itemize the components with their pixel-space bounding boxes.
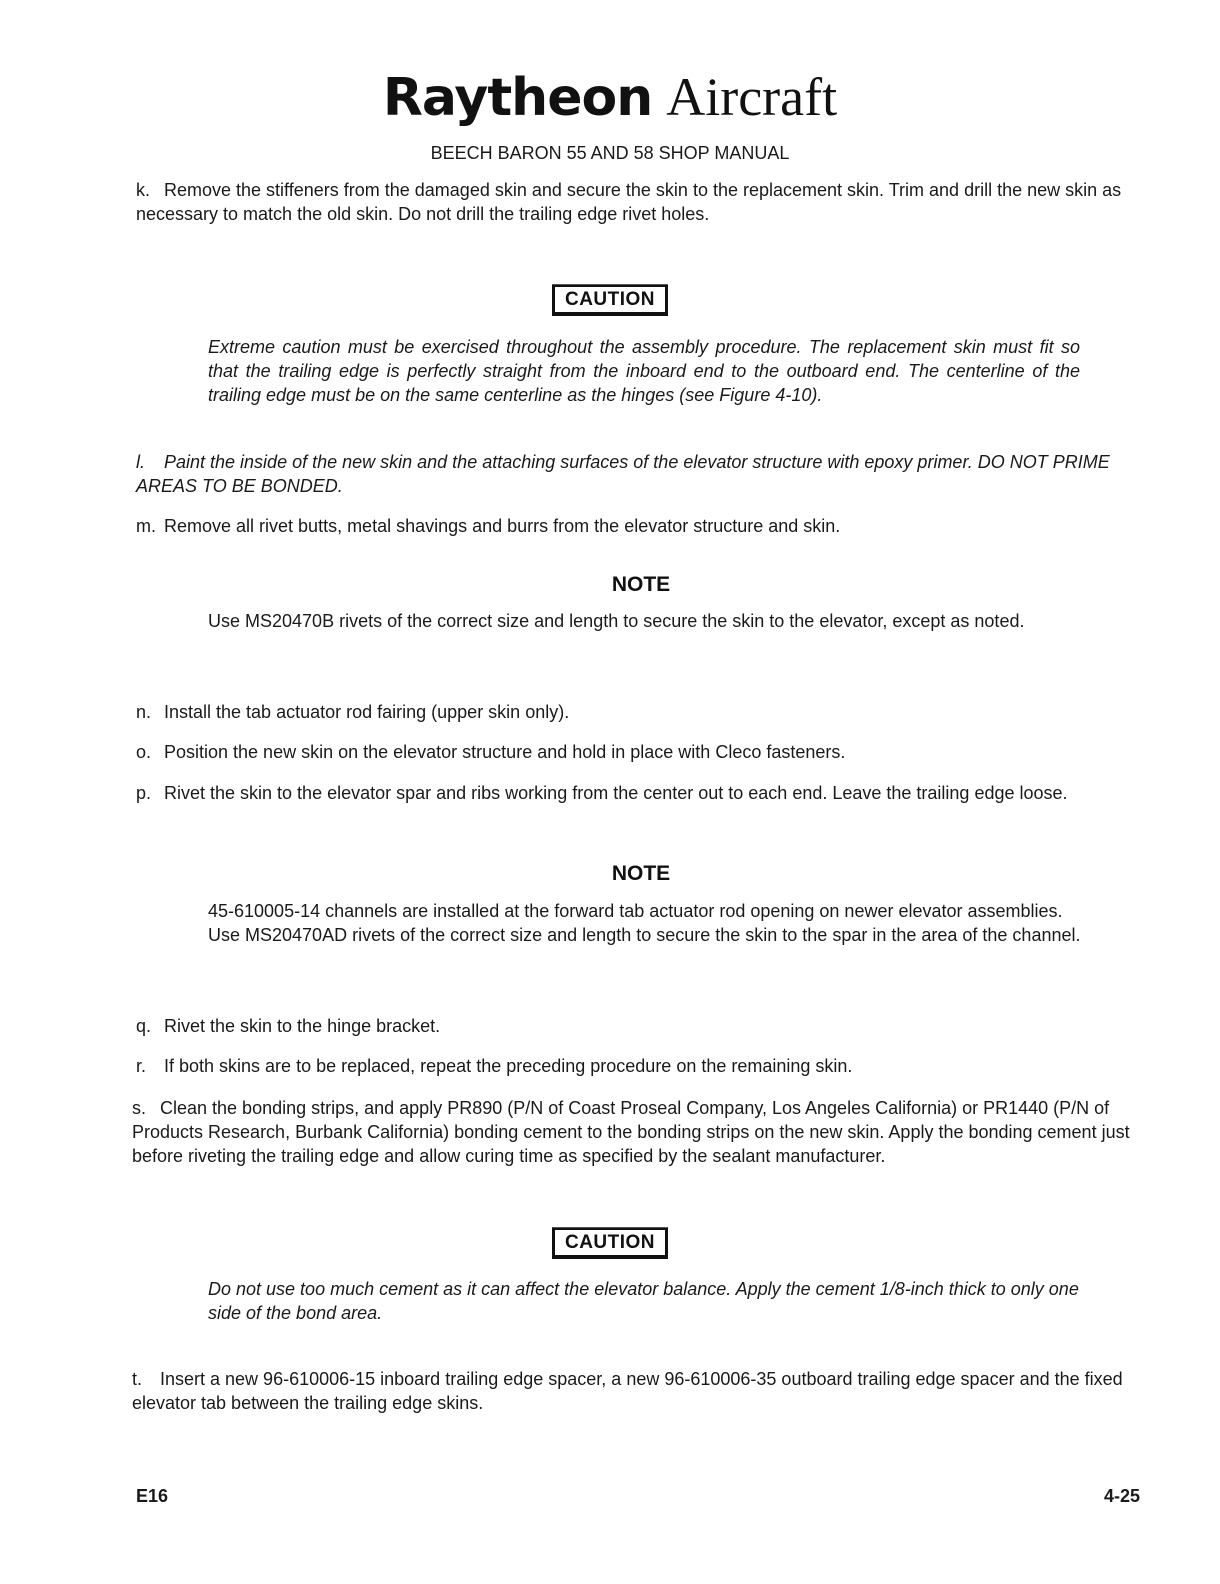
step-label: r.	[136, 1056, 147, 1076]
step-l	[136, 450, 1146, 498]
step-o	[136, 740, 1146, 764]
manual-title: BEECH BARON 55 AND 58 SHOP MANUAL	[430, 143, 790, 163]
step-text: Insert a new 96-610006-15 inboard trailing edge spacer, a new 96-610006-35 outboard trailing edge spacer and the fixed elevator tab between the trailing edge skins.	[132, 1369, 1123, 1413]
step-text: If both skins are to be replaced, repeat the preceding procedure on the remaining skin.	[164, 1056, 853, 1076]
step-text-emphasis: DO NOT PRIME AREAS TO BE BONDED.	[136, 452, 1110, 496]
step-k	[136, 178, 1146, 226]
step-text: Rivet the skin to the elevator spar and ribs working from the center out to each end. Leave the trailing edge loose.	[164, 783, 1068, 803]
step-label: n.	[136, 702, 152, 722]
step-m	[136, 514, 1146, 538]
caution-header-1	[0, 285, 1220, 314]
caution-badge: CAUTION	[552, 1228, 668, 1257]
note-text-2: 45-610005-14 channels are installed at the forward tab actuator rod opening on newer elevator assemblies. Use MS20470AD rivets of the correct size and length to secure the skin to the spar in the area of the channel.	[208, 901, 1081, 945]
caution-badge: CAUTION	[552, 285, 668, 314]
logo-suffix: Aircraft	[666, 67, 838, 127]
footer-code: E16	[136, 1486, 169, 1506]
step-label: p.	[136, 783, 152, 803]
step-label: l.	[136, 452, 145, 472]
step-s	[132, 1096, 1146, 1168]
step-p	[136, 781, 1146, 805]
step-label: m.	[136, 516, 156, 536]
step-text: Install the tab actuator rod fairing (upper skin only).	[164, 702, 570, 722]
step-label: q.	[136, 1016, 152, 1036]
caution-header-2	[0, 1228, 1220, 1257]
step-text: Remove all rivet butts, metal shavings and burrs from the elevator structure and skin.	[164, 516, 841, 536]
step-n	[136, 700, 1146, 724]
step-q	[136, 1014, 1146, 1038]
step-label: o.	[136, 742, 152, 762]
logo-brand: Raytheon	[382, 68, 653, 128]
note-header-1: NOTE	[611, 573, 671, 596]
step-t	[132, 1367, 1146, 1415]
caution-text-1: Extreme caution must be exercised throughout the assembly procedure. The replacement skin must fit so that the trailing edge is perfectly straight from the inboard end to the outboard end. The centerline of the trailing edge must be on the same centerline as the hinges (see Figure 4-10).	[208, 337, 1080, 405]
note-header-2: NOTE	[611, 862, 671, 885]
note-text-1: Use MS20470B rivets of the correct size and length to secure the skin to the elevator, except as noted.	[208, 611, 1025, 631]
step-r	[136, 1054, 1146, 1078]
caution-text-2: Do not use too much cement as it can affect the elevator balance. Apply the cement 1/8-inch thick to only one side of the bond area.	[208, 1279, 1079, 1323]
step-text: Clean the bonding strips, and apply PR890 (P/N of Coast Proseal Company, Los Angeles California) or PR1440 (P/N of Products Research, Burbank California) bonding cement to the bonding strips on the new skin. Apply the bonding cement just before riveting the trailing edge and allow curing time as specified by the sealant manufacturer.	[132, 1098, 1130, 1166]
step-label: s.	[132, 1098, 147, 1118]
raytheon-aircraft-logo	[0, 66, 1220, 128]
page-number: 4-25	[1104, 1486, 1141, 1506]
step-text: Position the new skin on the elevator structure and hold in place with Cleco fasteners.	[164, 742, 846, 762]
step-text: Rivet the skin to the hinge bracket.	[164, 1016, 441, 1036]
step-label: k.	[136, 180, 151, 200]
step-text: Paint the inside of the new skin and the attaching surfaces of the elevator structure with epoxy primer.	[164, 452, 973, 472]
step-label: t.	[132, 1369, 143, 1389]
step-text: Remove the stiffeners from the damaged skin and secure the skin to the replacement skin. Trim and drill the new skin as necessary to match the old skin. Do not drill the trailing edge rivet holes.	[136, 180, 1122, 224]
